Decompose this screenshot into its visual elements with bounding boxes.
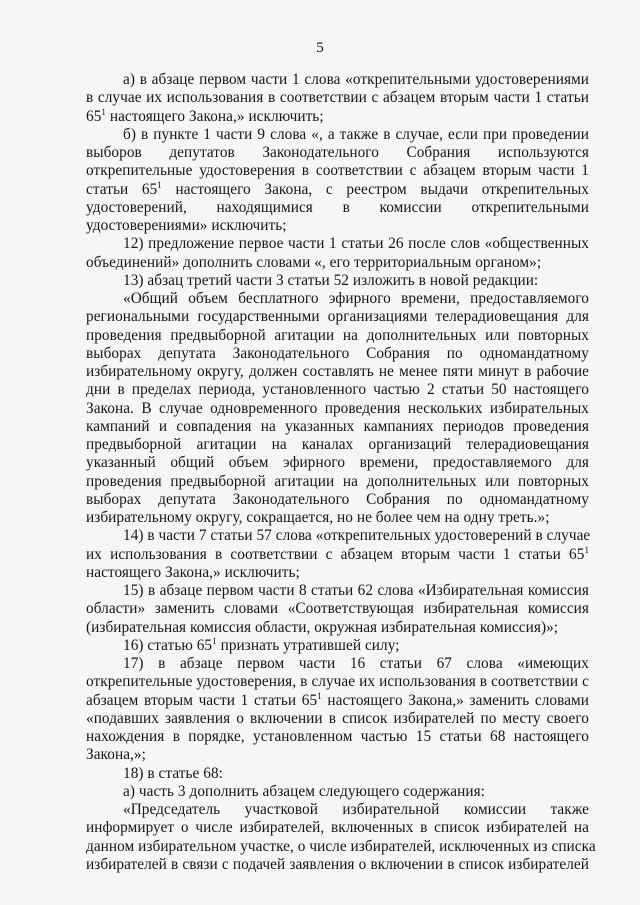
text-line: 14) в части 7 статьи 57 слова «открепительных удостоверений в случае [123,527,591,545]
text-line: «Председатель участковой избирательной комиссии также [123,801,589,818]
text-line: (избирательная комиссия области, окружная избирательная комиссия)»; [86,618,559,636]
text-line: кампаний и совпадения на указанных кампаниях периодов проведения [86,417,589,435]
text-line: области» заменить словами «Соответствующая избирательная комиссия [86,600,589,618]
text-line: в случае их использования в соответствии с абзацем вторым части 1 статьи [86,89,589,107]
paragraph-p4 [86,272,589,290]
text-line: 18) в статье 68: [123,764,223,782]
text-line: нахождения в порядке, установленном частью 15 статьи 68 настоящего [86,728,589,745]
text-line: избирателей в связи с подачей заявления о включении в список избирателей [86,855,589,873]
text-line: открепительные удостоверения в соответствии с абзацем вторым части 1 [86,162,589,180]
text-line: абзацем вторым части 1 статьи $65^1$ настоящего Закона,» заменить словами [86,690,589,709]
paragraph-p6 [86,527,589,582]
text-line: проведения предвыборной агитации на дополнительных или повторных [86,326,589,344]
text-line: данном избирательном участке, о числе избирателей, исключенных из списка [86,837,596,855]
paragraph-p12 [86,801,596,874]
text-line: настоящего Закона,» исключить; [86,563,300,581]
text-line: удостоверениями» исключить; [86,217,287,234]
text-line: Закона,»; [86,746,146,764]
paragraph-p3 [86,235,589,272]
text-line: 12) предложение первое части 1 статьи 26 после слов «общественных [123,235,589,253]
text-line: указанный общий объем эфирного времени, предоставляемого для [86,454,589,472]
text-line: открепительные удостоверения, в случае их использования в соответствии с [86,673,589,691]
paragraph-p1 [86,71,589,126]
text-line: избирательному округу, сокращается, но не более чем на одну треть.»; [86,509,550,526]
paragraph-p7 [86,582,589,637]
text-line: 16) статью $65^1$ признать утратившей силу; [123,635,400,654]
text-line: $65^1$ настоящего Закона,» исключить; [86,106,324,125]
text-line: Закона. В случае одновременного проведения нескольких избирательных [86,399,589,417]
text-line: дни в пределах периода, установленного частью 2 статьи 50 настоящего [86,381,589,399]
text-line: а) в абзаце первом части 1 слова «открепительными удостоверениями [123,71,589,88]
text-line: региональными государственными организациями телерадиовещания для [86,308,589,326]
text-line: б) в пункте 1 части 9 слова «, а также в случае, если при проведении [123,125,589,143]
text-line: 15) в абзаце первом части 8 статьи 62 слова «Избирательная комиссия [123,582,589,599]
paragraph-p11 [86,783,589,801]
text-line: объединений» дополнить словами «, его территориальным органом»; [86,253,542,271]
paragraph-p9 [86,655,589,765]
text-line: 13) абзац третий части 3 статьи 52 изложить в новой редакции: [123,271,539,289]
text-line: выборах депутата Законодательного Собрания по одномандатному [86,344,589,362]
text-line: предвыборной агитации на каналах организаций телерадиовещания [86,436,589,453]
document-body [86,71,596,874]
text-line: статьи $65^1$ настоящего Закона, с реестром выдачи открепительных [86,179,589,198]
paragraph-p10 [86,765,589,783]
text-line: информирует о числе избирателей, включенных в список избирателей на [86,819,589,837]
paragraph-p5 [86,290,589,527]
text-line: выборов депутатов Законодательного Собрания используются [86,144,589,161]
text-line: 17) в абзаце первом части 16 статьи 67 слова «имеющих [123,655,589,672]
paragraph-p2 [86,126,589,236]
text-line: избирательному округу, должен составлять не менее пяти минут в рабочие [86,363,589,380]
text-line: их использования в соответствии с абзацем вторым части 1 статьи $65^1$ [86,544,589,563]
page-number: 5 [316,40,324,56]
text-line: удостоверений, находящимися в комиссии открепительными [86,198,589,216]
text-line: «Общий объем бесплатного эфирного времени, предоставляемого [123,290,589,307]
text-line: выборах депутата Законодательного Собрания по одномандатному [86,490,589,508]
text-line: «подавших заявления о включении в список избирателей по месту своего [86,709,589,727]
text-line: проведения предвыборной агитации на дополнительных или повторных [86,472,589,490]
text-line: а) часть 3 дополнить абзацем следующего содержания: [123,782,485,800]
paragraph-p8 [86,637,589,655]
